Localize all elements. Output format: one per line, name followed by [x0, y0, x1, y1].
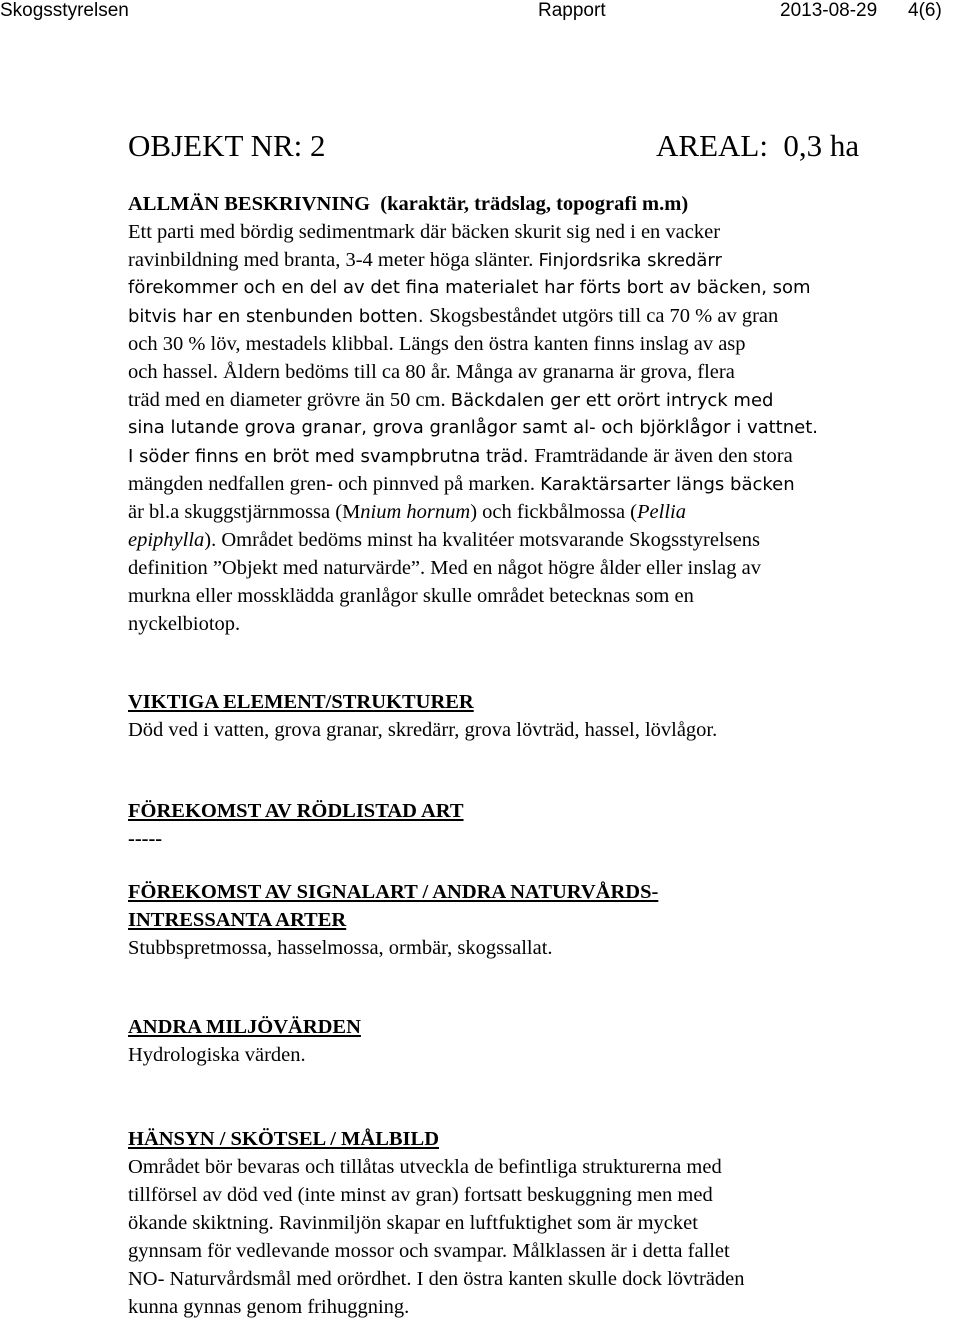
description-text: ). Området bedöms minst ha kvalitéer motsvarande Skogsstyrelsens: [204, 529, 760, 551]
header-date: 2013-08-29: [780, 0, 878, 21]
species-name: nium hornum: [360, 501, 471, 523]
other-values-section: [128, 1013, 928, 1069]
description-text: Många av granarna är grova, flera: [455, 361, 735, 383]
description-text: Finjordsrika skredärr: [538, 250, 722, 271]
description-line: murkna eller mossklädda granlågor skulle området betecknas som en: [128, 585, 694, 607]
description-heading: ALLMÄN BESKRIVNING (karaktär, trädslag, topografi m.m): [128, 193, 689, 215]
redlisted-heading: FÖREKOMST AV RÖDLISTAD ART: [128, 800, 464, 822]
elements-heading: VIKTIGA ELEMENT/STRUKTURER: [128, 691, 474, 713]
description-line: förekommer och en del av det fina materialet har förts bort av bäcken, som: [128, 277, 811, 298]
description-text: Karaktärsarter längs bäcken: [540, 474, 795, 495]
description-line: [128, 498, 928, 526]
description-line: definition ”Objekt med naturvärde”. Med en något högre ålder eller inslag av: [128, 557, 761, 579]
description-text: Bäckdalen ger ett orört intryck med: [450, 390, 774, 411]
object-area: AREAL: 0,3 ha: [656, 128, 860, 163]
description-text: är bl.a skuggstjärnmossa (M: [128, 501, 361, 523]
management-line: gynnsam för vedlevande mossor och svampar. Målklassen är i detta fallet: [128, 1240, 730, 1262]
signal-heading: INTRESSANTA ARTER: [128, 909, 347, 931]
description-text: träd med en diameter grövre än 50 cm.: [128, 389, 451, 411]
other-values-heading: ANDRA MILJÖVÄRDEN: [128, 1016, 361, 1038]
header-doc-type: Rapport: [538, 0, 606, 21]
header-org: Skogsstyrelsen: [0, 0, 129, 21]
management-heading: HÄNSYN / SKÖTSEL / MÅLBILD: [128, 1128, 439, 1150]
redlisted-text: -----: [128, 828, 163, 850]
redlisted-section: [128, 797, 928, 853]
signal-section: [128, 878, 928, 962]
elements-text: Död ved i vatten, grova granar, skredärr, grova lövträd, hassel, lövlågor.: [128, 719, 718, 741]
management-line: kunna gynnas genom frihuggning.: [128, 1296, 410, 1318]
header-page-number: 4(6): [908, 0, 942, 21]
management-line: NO- Naturvårdsmål med orördhet. I den östra kanten skulle dock lövträden: [128, 1268, 745, 1290]
signal-heading: FÖREKOMST AV SIGNALART / ANDRA NATURVÅRDS-: [128, 881, 659, 903]
description-text: mängden nedfallen gren- och pinnved på marken.: [128, 473, 541, 495]
species-name: epiphylla: [128, 529, 205, 551]
description-section: [128, 190, 928, 638]
description-line: [128, 526, 928, 554]
description-line: nyckelbiotop.: [128, 613, 241, 635]
description-line: Ett parti med bördig sedimentmark där bäcken skurit sig ned i en vacker: [128, 221, 721, 243]
description-text: Framträdande är även den stora: [534, 445, 793, 467]
object-number: OBJEKT NR: 2: [128, 128, 326, 163]
management-line: tillförsel av död ved (inte minst av gran) fortsatt beskuggning men med: [128, 1184, 713, 1206]
description-text: bitvis har en stenbunden botten.: [128, 306, 430, 327]
description-line: [128, 470, 928, 498]
management-section: [128, 1125, 928, 1321]
description-line: [128, 442, 928, 470]
description-line: [128, 302, 928, 330]
elements-section: [128, 688, 928, 744]
species-name: Pellia: [637, 501, 686, 523]
management-line: ökande skiktning. Ravinmiljön skapar en luftfuktighet som är mycket: [128, 1212, 698, 1234]
management-line: Området bör bevaras och tillåtas utveckla de befintliga strukturerna med: [128, 1156, 722, 1178]
description-text: I söder finns en bröt med svampbrutna träd.: [128, 446, 535, 467]
description-text: ravinbildning med branta, 3-4 meter höga slänter.: [128, 249, 539, 271]
description-line: [128, 358, 928, 386]
description-line: sina lutande grova granar, grova granlågor samt al- och björklågor i vattnet.: [128, 417, 819, 438]
description-text: och hassel. Åldern bedöms till ca 80 år.: [128, 361, 456, 383]
other-values-text: Hydrologiska värden.: [128, 1044, 306, 1066]
description-text: ) och fickbålmossa (: [470, 501, 638, 523]
signal-text: Stubbspretmossa, hasselmossa, ormbär, skogssallat.: [128, 937, 553, 959]
description-text: Skogsbeståndet utgörs till ca 70 % av gran: [429, 305, 779, 327]
description-line: och 30 % löv, mestadels klibbal. Längs den östra kanten finns inslag av asp: [128, 333, 746, 355]
description-line: [128, 246, 928, 274]
description-line: [128, 386, 928, 414]
